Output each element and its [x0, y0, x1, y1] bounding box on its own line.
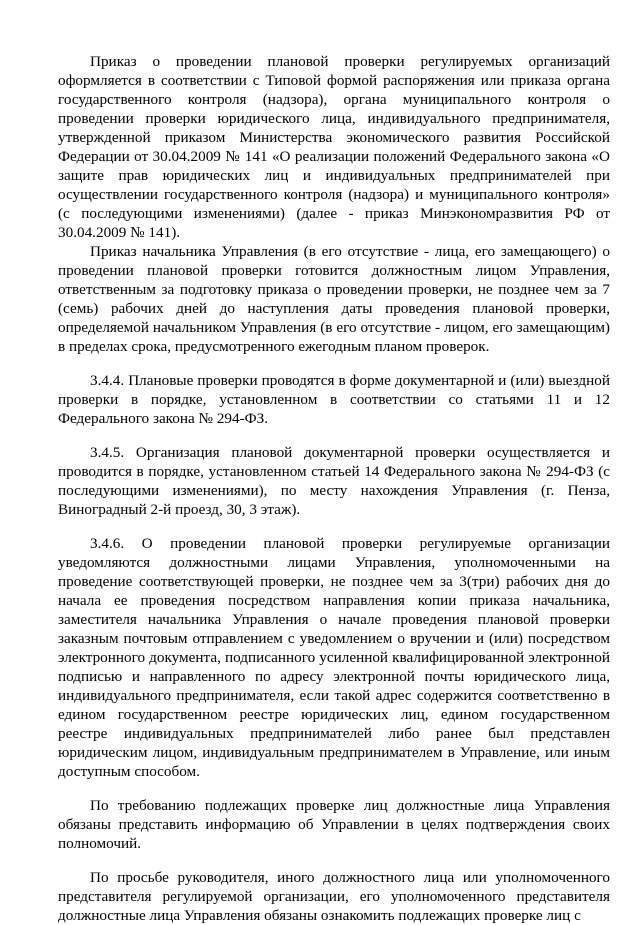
paragraph-gap: [58, 781, 610, 796]
paragraph-familiarization: По просьбе руководителя, иного должностного лица или уполномоченного представителя регулируемой организации, его уполномоченного представителя должностные лица Управления обязаны ознакомить подлежащих проверке лиц с: [58, 869, 610, 924]
paragraph-3-4-6: 3.4.6. О проведении плановой проверки регулируемые организации уведомляются должностными лицами Управления, уполномоченными на проведение соответствующей проверки, не позднее чем за 3(три) рабочих дня до начала ее проведения посредством направления копии приказа начальника, заместителя начальника Управления о начале проведения плановой проверки заказным почтовым отправлением с уведомлением о вручении и (или) посредством электронного документа, подписанного усиленной квалифицированной электронной подписью и направленного по адресу электронной почты юридического лица, индивидуального предпринимателя, если такой адрес содержится соответственно в едином государственном реестре юридических лиц, едином государственном реестре индивидуальных предпринимателей либо ранее был представлен юридическим лицом, индивидуальным предпринимателем в Управление, или иным доступным способом.: [58, 535, 610, 780]
paragraph-order-form: Приказ о проведении плановой проверки регулируемых организаций оформляется в соответствии с Типовой формой распоряжения или приказа органа государственного контроля (надзора), органа муниципального контроля о проведении проверки юридического лица, индивидуального предпринимателя, утвержденной приказом Министерства экономического развития Российской Федерации от 30.04.2009 № 141 «О реализации положений Федерального закона «О защите прав юридических лиц и индивидуальных предпринимателей при осуществлении государственного контроля (надзора) и муниципального контроля» (с последующими изменениями) (далее - приказ Минэкономразвития РФ от 30.04.2009 № 141).: [58, 53, 610, 241]
paragraph-3-4-5: 3.4.5. Организация плановой документарной проверки осуществляется и проводится в порядке, установленном статьей 14 Федерального закона № 294-ФЗ (с последующими изменениями), по месту нахождения Управления (г. Пенза, Виноградный 2-й проезд, 30, 3 этаж).: [58, 444, 610, 518]
document-page: [58, 52, 610, 925]
paragraph-gap: [58, 853, 610, 868]
paragraph-gap: [58, 428, 610, 443]
paragraph-gap: [58, 356, 610, 371]
paragraph-order-preparation: Приказ начальника Управления (в его отсутствие - лица, его замещающего) о проведении плановой проверки готовится должностным лицом Управления, ответственным за подготовку приказа о проведении проверки, не позднее чем за 7 (семь) рабочих дней до наступления даты проведения плановой проверки, определяемой начальником Управления (в его отсутствие - лицом, его замещающим) в пределах срока, предусмотренного ежегодным планом проверок.: [58, 243, 610, 355]
paragraph-authority-info: По требованию подлежащих проверке лиц должностные лица Управления обязаны представить информацию об Управлении в целях подтверждения своих полномочий.: [58, 797, 610, 852]
paragraph-gap: [58, 519, 610, 534]
paragraph-3-4-4: 3.4.4. Плановые проверки проводятся в форме документарной и (или) выездной проверки в порядке, установленном в соответствии со статьями 11 и 12 Федерального закона № 294-ФЗ.: [58, 372, 610, 427]
